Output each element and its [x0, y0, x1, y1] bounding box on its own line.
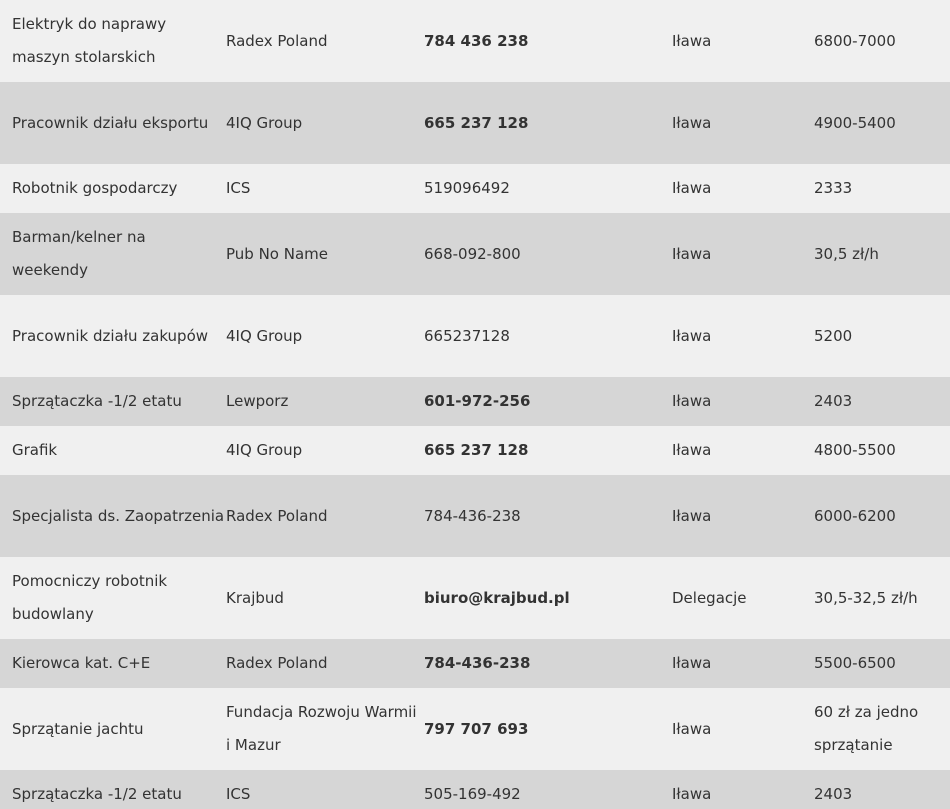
table-row	[0, 688, 950, 770]
contact-cell: 668-092-800	[424, 244, 521, 263]
contact-cell: 601-972-256	[424, 392, 531, 410]
position-cell: Pracownik działu zakupów	[12, 326, 209, 345]
location-cell: Iława	[672, 719, 712, 738]
salary-cell: 2333	[814, 179, 853, 197]
salary-cell: 2403	[814, 785, 853, 803]
employer-cell: 4IQ Group	[226, 441, 303, 459]
table-row	[0, 426, 950, 475]
contact-cell: 797 707 693	[424, 719, 529, 738]
salary-cell: 2403	[814, 392, 853, 410]
location-cell: Iława	[672, 506, 712, 525]
table-row	[0, 770, 950, 809]
employer-cell: ICS	[226, 785, 251, 803]
location-cell: Iława	[672, 179, 712, 197]
location-cell: Iława	[672, 31, 712, 50]
position-cell: Barman/kelner na weekendy	[12, 228, 146, 279]
employer-cell: 4IQ Group	[226, 326, 303, 345]
table-row	[0, 164, 950, 213]
salary-cell: 5200	[814, 326, 853, 345]
salary-cell: 6000-6200	[814, 506, 896, 525]
contact-cell: 665 237 128	[424, 113, 529, 132]
position-cell: Specjalista ds. Zaopatrzenia	[12, 506, 225, 525]
contact-cell: 784 436 238	[424, 31, 529, 50]
position-cell: Sprzątaczka -1/2 etatu	[12, 785, 182, 803]
salary-cell: 30,5 zł/h	[814, 244, 879, 263]
employer-cell: Krajbud	[226, 588, 284, 607]
table-row	[0, 639, 950, 688]
table-row	[0, 475, 950, 557]
employer-cell: Radex Poland	[226, 654, 328, 672]
table-row	[0, 557, 950, 639]
employer-cell: Lewporz	[226, 392, 289, 410]
contact-cell: 519096492	[424, 179, 510, 197]
contact-cell: 784-436-238	[424, 506, 521, 525]
contact-email-cell: biuro@krajbud.pl	[424, 588, 570, 607]
position-cell: Pomocniczy robotnik budowlany	[12, 572, 168, 623]
location-cell: Iława	[672, 654, 712, 672]
employer-cell: 4IQ Group	[226, 113, 303, 132]
salary-cell: 60 zł za jedno sprzątanie	[814, 703, 919, 754]
position-cell: Robotnik gospodarczy	[12, 179, 178, 197]
position-cell: Sprzątaczka -1/2 etatu	[12, 392, 182, 410]
location-cell: Iława	[672, 113, 712, 132]
location-cell: Iława	[672, 244, 712, 263]
contact-cell: 505-169-492	[424, 785, 521, 803]
location-cell: Delegacje	[672, 588, 747, 607]
contact-cell: 665 237 128	[424, 441, 529, 459]
salary-cell: 30,5-32,5 zł/h	[814, 588, 918, 607]
salary-cell: 4800-5500	[814, 441, 896, 459]
salary-cell: 6800-7000	[814, 31, 896, 50]
employer-cell: Pub No Name	[226, 244, 328, 263]
employer-cell: ICS	[226, 179, 251, 197]
salary-cell: 5500-6500	[814, 654, 896, 672]
salary-cell: 4900-5400	[814, 113, 896, 132]
location-cell: Iława	[672, 441, 712, 459]
position-cell: Sprzątanie jachtu	[12, 719, 144, 738]
contact-cell: 665237128	[424, 326, 510, 345]
employer-cell: Radex Poland	[226, 506, 328, 525]
table-row	[0, 0, 950, 82]
position-cell: Kierowca kat. C+E	[12, 654, 151, 672]
position-cell: Elektryk do naprawy maszyn stolarskich	[12, 15, 167, 66]
position-cell: Grafik	[12, 441, 58, 459]
position-cell: Pracownik działu eksportu	[12, 113, 209, 132]
contact-cell: 784-436-238	[424, 654, 531, 672]
table-row	[0, 213, 950, 295]
employer-cell: Fundacja Rozwoju Warmii i Mazur	[226, 703, 417, 754]
location-cell: Iława	[672, 392, 712, 410]
table-row	[0, 295, 950, 377]
employer-cell: Radex Poland	[226, 31, 328, 50]
table-row	[0, 377, 950, 426]
location-cell: Iława	[672, 326, 712, 345]
location-cell: Iława	[672, 785, 712, 803]
table-row	[0, 82, 950, 164]
